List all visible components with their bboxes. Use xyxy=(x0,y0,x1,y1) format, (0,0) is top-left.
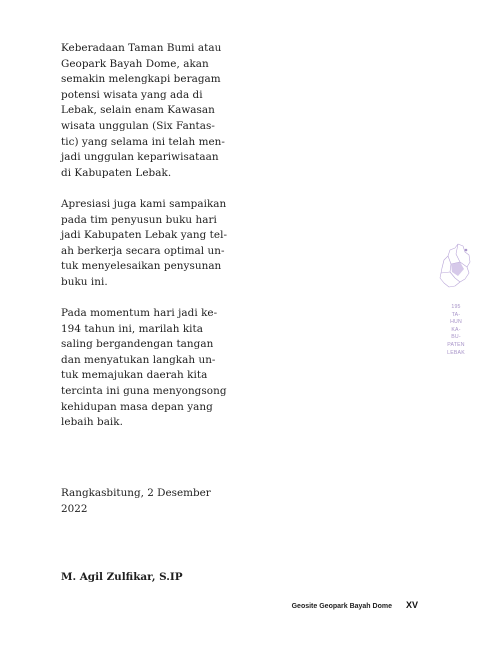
sign-place-line: Rangkasbitung, 2 Desember xyxy=(61,487,211,499)
text-line: kehidupan masa depan yang xyxy=(61,400,213,413)
anniversary-text xyxy=(434,304,478,357)
text-line: di Kabupaten Lebak. xyxy=(61,166,172,179)
text-line: semakin melengkapi beragam xyxy=(61,73,221,86)
body-text xyxy=(61,41,251,446)
text-line: buku ini. xyxy=(61,275,108,288)
paragraph-1 xyxy=(61,41,251,181)
text-line: saling bergandengan tangan xyxy=(61,338,214,351)
text-line: Geopark Bayah Dome, akan xyxy=(61,57,209,70)
text-line: Pada momentum hari jadi ke- xyxy=(61,307,218,320)
anniversary-line: KA- xyxy=(451,326,461,333)
text-line: pada tim penyusun buku hari xyxy=(61,213,217,226)
anniversary-line: TA- xyxy=(451,311,461,318)
signature-name: M. Agil Zulfikar, S.IP xyxy=(61,571,183,583)
text-line: Lebak, selain enam Kawasan xyxy=(61,104,215,117)
text-line: potensi wisata yang ada di xyxy=(61,88,203,101)
sign-year-line: 2022 xyxy=(61,502,88,515)
anniversary-line: LEBAK xyxy=(447,349,465,356)
text-line: lebaih baik. xyxy=(61,416,124,429)
text-line: jadi unggulan kepariwisataan xyxy=(61,151,219,164)
map-outline-icon xyxy=(436,238,476,296)
text-line: tic) yang selama ini telah men- xyxy=(61,135,225,148)
anniversary-line: BU- xyxy=(451,334,461,341)
text-line: ah berkerja secara optimal un- xyxy=(61,244,225,257)
text-line: Apresiasi juga kami sampaikan xyxy=(61,197,227,210)
text-line: jadi Kabupaten Lebak yang tel- xyxy=(61,229,228,242)
paragraph-2 xyxy=(61,197,251,291)
footer-title: Geosite Geopark Bayah Dome xyxy=(291,603,392,610)
anniversary-badge xyxy=(434,238,478,363)
paragraph-3 xyxy=(61,306,251,431)
text-line: tuk memajukan daerah kita xyxy=(61,369,208,382)
sign-place-date xyxy=(61,486,211,517)
text-line: wisata unggulan (Six Fantas- xyxy=(61,119,215,132)
text-line: dan menyatukan langkah un- xyxy=(61,353,216,366)
text-line: Keberadaan Taman Bumi atau xyxy=(61,42,222,54)
anniversary-line: HUN xyxy=(450,319,462,326)
anniversary-line: 195 xyxy=(451,304,461,310)
page-number: XV xyxy=(405,600,418,610)
text-line: 194 tahun ini, marilah kita xyxy=(61,322,204,335)
text-line: tercinta ini guna menyongsong xyxy=(61,385,227,398)
page-footer xyxy=(292,600,418,610)
text-line: tuk menyelesaikan penysunan xyxy=(61,260,222,273)
anniversary-line: PATEN xyxy=(447,341,465,348)
